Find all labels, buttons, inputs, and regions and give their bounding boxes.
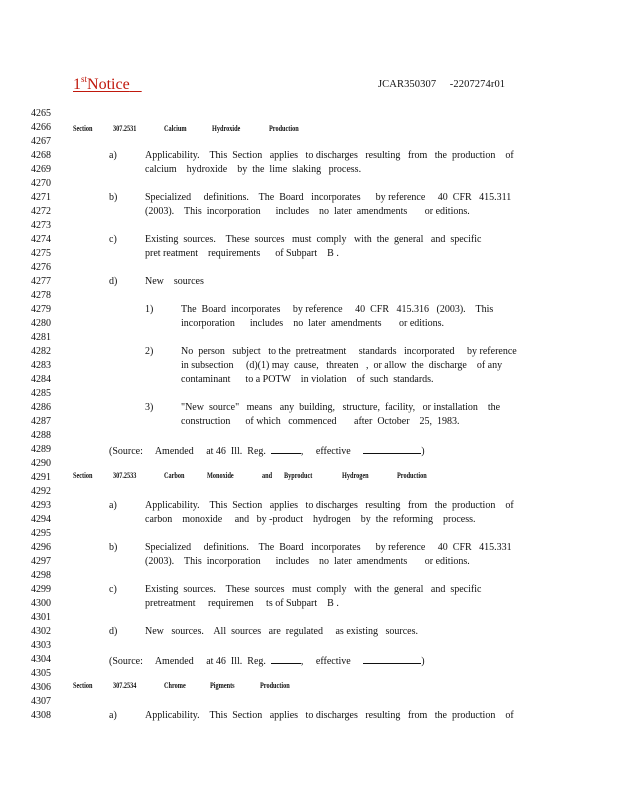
line-number: 4271: [31, 192, 51, 203]
line-number: 4273: [31, 220, 51, 231]
paragraph-line: calcium hydroxide by the lime slaking process.: [145, 164, 362, 175]
paragraph-line: carbon monoxide and by -product hydrogen by the reforming process.: [145, 514, 476, 525]
line-number: 4300: [31, 598, 51, 609]
paragraph-line: Existing sources. These sources must comply with the general and specific: [145, 584, 482, 595]
line-number: 4297: [31, 556, 51, 567]
item-marker: c): [109, 584, 117, 595]
line-number: 4294: [31, 514, 51, 525]
source-prefix: (Source: Amended at 46 Ill. Reg.: [109, 656, 266, 667]
notice-suffix: st: [81, 74, 88, 84]
source-close: ): [421, 656, 425, 667]
subitem-marker: 2): [145, 346, 154, 357]
item-marker: b): [109, 542, 118, 553]
item-marker: d): [109, 626, 118, 637]
paragraph-line: Applicability. This Section applies to discharges resulting from the production of: [145, 500, 514, 511]
line-number: 4288: [31, 430, 51, 441]
paragraph-line: No person subject to the pretreatment standards incorporated by reference: [181, 346, 517, 357]
notice-number: 1: [73, 76, 81, 93]
paragraph-line: contaminant to a POTW in violation of such standards.: [181, 374, 434, 385]
section-title-word: Hydroxide: [212, 124, 241, 133]
section-number: 307.2534: [113, 681, 137, 690]
line-number: 4292: [31, 486, 51, 497]
line-number: 4286: [31, 402, 51, 413]
section-label: Section: [73, 681, 93, 690]
section-number: 307.2531: [113, 124, 137, 133]
section-title-word: Byproduct: [284, 471, 313, 480]
line-number: 4295: [31, 528, 51, 539]
line-number: 4267: [31, 136, 51, 147]
register-number-blank: [271, 445, 301, 454]
section-title-word: Monoxide: [207, 471, 234, 480]
line-number: 4278: [31, 290, 51, 301]
effective-date-blank: [363, 445, 421, 454]
section-title-word: Chrome: [164, 681, 186, 690]
line-number: 4265: [31, 108, 51, 119]
notice-word: Notice: [87, 76, 130, 93]
line-number: 4275: [31, 248, 51, 259]
line-number: 4285: [31, 388, 51, 399]
paragraph-line: (2003). This incorporation includes no later amendments or editions.: [145, 206, 470, 217]
line-number: 4293: [31, 500, 51, 511]
paragraph-line: Specialized definitions. The Board incorporates by reference 40 CFR 415.331: [145, 542, 512, 553]
paragraph-line: construction of which commenced after October 25, 1983.: [181, 416, 460, 427]
line-number: 4307: [31, 696, 51, 707]
source-effective: effective: [315, 656, 351, 667]
effective-date-blank: [363, 655, 421, 664]
line-number: 4304: [31, 654, 51, 665]
source-note: [109, 445, 425, 457]
line-number: 4303: [31, 640, 51, 651]
line-number: 4298: [31, 570, 51, 581]
paragraph-line: (2003). This incorporation includes no later amendments or editions.: [145, 556, 470, 567]
line-number: 4277: [31, 276, 51, 287]
paragraph-line: in subsection (d)(1) may cause, threaten , or allow the discharge of any: [181, 360, 503, 371]
register-number-blank: [271, 655, 301, 664]
line-number: 4279: [31, 304, 51, 315]
item-marker: a): [109, 500, 117, 511]
paragraph-line: "New source" means any building, structure, facility, or installation the: [181, 402, 501, 413]
source-prefix: (Source: Amended at 46 Ill. Reg.: [109, 446, 266, 457]
paragraph-line: New sources: [145, 276, 204, 287]
paragraph-line: Specialized definitions. The Board incorporates by reference 40 CFR 415.311: [145, 192, 512, 203]
line-number: 4280: [31, 318, 51, 329]
line-number: 4287: [31, 416, 51, 427]
section-number: 307.2533: [113, 471, 137, 480]
line-number: 4276: [31, 262, 51, 273]
line-number: 4289: [31, 444, 51, 455]
section-label: Section: [73, 471, 93, 480]
section-title-word: Production: [260, 681, 290, 690]
line-number: 4282: [31, 346, 51, 357]
section-title-word: Hydrogen: [342, 471, 369, 480]
source-close: ): [421, 446, 425, 457]
paragraph-line: New sources. All sources are regulated as existing sources.: [145, 626, 418, 637]
paragraph-line: The Board incorporates by reference 40 CFR 415.316 (2003). This: [181, 304, 494, 315]
line-number: 4274: [31, 234, 51, 245]
line-number: 4272: [31, 206, 51, 217]
source-note: [109, 655, 425, 667]
subitem-marker: 3): [145, 402, 154, 413]
paragraph-line: Applicability. This Section applies to discharges resulting from the production of: [145, 150, 514, 161]
item-marker: a): [109, 150, 117, 161]
source-comma: ,: [300, 656, 304, 667]
paragraph-line: Applicability. This Section applies to discharges resulting from the production of: [145, 710, 514, 721]
line-number: 4290: [31, 458, 51, 469]
line-number: 4302: [31, 626, 51, 637]
line-number: 4306: [31, 682, 51, 693]
source-effective: effective: [315, 446, 351, 457]
line-number: 4308: [31, 710, 51, 721]
item-marker: b): [109, 192, 118, 203]
subitem-marker: 1): [145, 304, 154, 315]
section-title-word: Carbon: [164, 471, 185, 480]
paragraph-line: pret reatment requirements of Subpart B .: [145, 248, 339, 259]
section-title-word: Production: [269, 124, 299, 133]
line-number: 4305: [31, 668, 51, 679]
line-number: 4283: [31, 360, 51, 371]
line-number: 4269: [31, 164, 51, 175]
item-marker: c): [109, 234, 117, 245]
section-title-word: Calcium: [164, 124, 187, 133]
line-number: 4284: [31, 374, 51, 385]
line-number: 4270: [31, 178, 51, 189]
line-number: 4301: [31, 612, 51, 623]
line-number: 4296: [31, 542, 51, 553]
section-title-word: Pigments: [210, 681, 235, 690]
item-marker: a): [109, 710, 117, 721]
line-number: 4268: [31, 150, 51, 161]
section-label: Section: [73, 124, 93, 133]
section-title-word: Production: [397, 471, 427, 480]
line-number: 4291: [31, 472, 51, 483]
document-reference: JCAR350307 -2207274r01: [378, 79, 506, 90]
line-number: 4299: [31, 584, 51, 595]
paragraph-line: Existing sources. These sources must comply with the general and specific: [145, 234, 482, 245]
paragraph-line: incorporation includes no later amendments or editions.: [181, 318, 444, 329]
source-comma: ,: [300, 446, 304, 457]
section-title-word: and: [262, 471, 273, 480]
paragraph-line: pretreatment requiremen ts of Subpart B .: [145, 598, 339, 609]
line-number: 4281: [31, 332, 51, 343]
line-number: 4266: [31, 122, 51, 133]
notice-title: [73, 74, 142, 94]
item-marker: d): [109, 276, 118, 287]
